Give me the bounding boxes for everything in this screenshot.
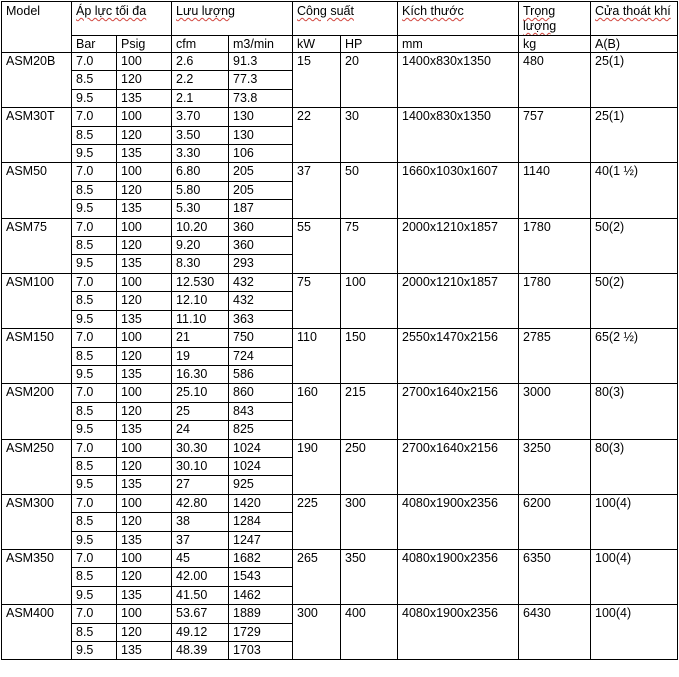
- outlet-value: 80(3): [591, 384, 678, 439]
- cfm-value: 41.50: [172, 586, 229, 604]
- m3min-value: 1703: [229, 642, 293, 660]
- bar-value: 7.0: [72, 329, 117, 347]
- kw-value: 190: [293, 439, 341, 494]
- bar-value: 7.0: [72, 494, 117, 512]
- psig-value: 100: [117, 53, 172, 71]
- m3min-value: 1682: [229, 549, 293, 567]
- header-row: [2, 2, 678, 36]
- m3min-value: 1024: [229, 457, 293, 475]
- bar-value: 9.5: [72, 145, 117, 163]
- header-cua-thoat-label: Cửa thoát khí: [595, 4, 671, 18]
- bar-value: 8.5: [72, 237, 117, 255]
- model-name: ASM350: [2, 549, 72, 604]
- psig-value: 100: [117, 439, 172, 457]
- cfm-value: 48.39: [172, 642, 229, 660]
- psig-value: 135: [117, 586, 172, 604]
- model-name: ASM20B: [2, 53, 72, 108]
- subheader-hp: HP: [341, 36, 398, 53]
- model-name: ASM150: [2, 329, 72, 384]
- bar-value: 8.5: [72, 568, 117, 586]
- kw-value: 22: [293, 108, 341, 163]
- psig-value: 120: [117, 71, 172, 89]
- cfm-value: 19: [172, 347, 229, 365]
- header-luu-luong: [172, 2, 293, 36]
- table-body: [2, 53, 678, 660]
- hp-value: 250: [341, 439, 398, 494]
- psig-value: 135: [117, 476, 172, 494]
- m3min-value: 73.8: [229, 89, 293, 107]
- m3min-value: 724: [229, 347, 293, 365]
- weight-value: 480: [519, 53, 591, 108]
- cfm-value: 25: [172, 402, 229, 420]
- kw-value: 75: [293, 273, 341, 328]
- m3min-value: 187: [229, 200, 293, 218]
- psig-value: 100: [117, 163, 172, 181]
- psig-value: 120: [117, 347, 172, 365]
- psig-value: 120: [117, 513, 172, 531]
- m3min-value: 825: [229, 421, 293, 439]
- m3min-value: 1889: [229, 605, 293, 623]
- m3min-value: 1024: [229, 439, 293, 457]
- m3min-value: 586: [229, 365, 293, 383]
- bar-value: 8.5: [72, 623, 117, 641]
- bar-value: 9.5: [72, 476, 117, 494]
- header-kich-thuoc-label: Kích thước: [402, 4, 464, 18]
- m3min-value: 77.3: [229, 71, 293, 89]
- model-name: ASM200: [2, 384, 72, 439]
- header-model: Model: [2, 2, 72, 53]
- table-row: [2, 329, 678, 347]
- outlet-value: 40(1 ½): [591, 163, 678, 218]
- outlet-value: 25(1): [591, 53, 678, 108]
- dimension-value: 1400x830x1350: [398, 108, 519, 163]
- psig-value: 135: [117, 255, 172, 273]
- cfm-value: 9.20: [172, 237, 229, 255]
- outlet-value: 50(2): [591, 218, 678, 273]
- bar-value: 8.5: [72, 457, 117, 475]
- psig-value: 100: [117, 549, 172, 567]
- m3min-value: 860: [229, 384, 293, 402]
- outlet-value: 65(2 ½): [591, 329, 678, 384]
- header-trong-luong-label: Trọng lượng: [523, 4, 557, 33]
- cfm-value: 2.1: [172, 89, 229, 107]
- bar-value: 9.5: [72, 255, 117, 273]
- cfm-value: 16.30: [172, 365, 229, 383]
- psig-value: 135: [117, 531, 172, 549]
- kw-value: 15: [293, 53, 341, 108]
- cfm-value: 21: [172, 329, 229, 347]
- model-name: ASM50: [2, 163, 72, 218]
- bar-value: 8.5: [72, 292, 117, 310]
- psig-value: 100: [117, 218, 172, 236]
- header-cong-suat: [293, 2, 398, 36]
- bar-value: 9.5: [72, 642, 117, 660]
- cfm-value: 53.67: [172, 605, 229, 623]
- subheader-kg: kg: [519, 36, 591, 53]
- psig-value: 135: [117, 145, 172, 163]
- psig-value: 120: [117, 457, 172, 475]
- m3min-value: 130: [229, 126, 293, 144]
- cfm-value: 5.30: [172, 200, 229, 218]
- psig-value: 100: [117, 273, 172, 291]
- dimension-value: 2700x1640x2156: [398, 384, 519, 439]
- cfm-value: 37: [172, 531, 229, 549]
- cfm-value: 11.10: [172, 310, 229, 328]
- m3min-value: 1462: [229, 586, 293, 604]
- psig-value: 135: [117, 89, 172, 107]
- outlet-value: 100(4): [591, 549, 678, 604]
- cfm-value: 42.00: [172, 568, 229, 586]
- outlet-value: 100(4): [591, 605, 678, 660]
- bar-value: 7.0: [72, 273, 117, 291]
- cfm-value: 25.10: [172, 384, 229, 402]
- m3min-value: 205: [229, 163, 293, 181]
- m3min-value: 293: [229, 255, 293, 273]
- outlet-value: 50(2): [591, 273, 678, 328]
- bar-value: 8.5: [72, 402, 117, 420]
- cfm-value: 2.2: [172, 71, 229, 89]
- outlet-value: 100(4): [591, 494, 678, 549]
- cfm-value: 6.80: [172, 163, 229, 181]
- m3min-value: 750: [229, 329, 293, 347]
- header-cong-suat-label: Công suất: [297, 4, 354, 18]
- m3min-value: 360: [229, 237, 293, 255]
- bar-value: 7.0: [72, 53, 117, 71]
- bar-value: 9.5: [72, 365, 117, 383]
- bar-value: 8.5: [72, 513, 117, 531]
- cfm-value: 38: [172, 513, 229, 531]
- cfm-value: 12.530: [172, 273, 229, 291]
- cfm-value: 5.80: [172, 181, 229, 199]
- kw-value: 265: [293, 549, 341, 604]
- header-luu-luong-label: Lưu lượng: [176, 4, 235, 18]
- header-kich-thuoc: [398, 2, 519, 36]
- psig-value: 120: [117, 402, 172, 420]
- bar-value: 7.0: [72, 163, 117, 181]
- model-name: ASM250: [2, 439, 72, 494]
- outlet-value: 25(1): [591, 108, 678, 163]
- dimension-value: 2700x1640x2156: [398, 439, 519, 494]
- weight-value: 6430: [519, 605, 591, 660]
- dimension-value: 2000x1210x1857: [398, 273, 519, 328]
- bar-value: 8.5: [72, 71, 117, 89]
- spec-table: [1, 1, 678, 660]
- cfm-value: 10.20: [172, 218, 229, 236]
- subheader-m3min: m3/min: [229, 36, 293, 53]
- cfm-value: 8.30: [172, 255, 229, 273]
- cfm-value: 12.10: [172, 292, 229, 310]
- weight-value: 757: [519, 108, 591, 163]
- psig-value: 100: [117, 494, 172, 512]
- header-ap-luc-label: Áp lực tối đa: [76, 4, 147, 18]
- m3min-value: 432: [229, 273, 293, 291]
- bar-value: 9.5: [72, 200, 117, 218]
- dimension-value: 1400x830x1350: [398, 53, 519, 108]
- dimension-value: 2550x1470x2156: [398, 329, 519, 384]
- m3min-value: 205: [229, 181, 293, 199]
- psig-value: 120: [117, 126, 172, 144]
- bar-value: 7.0: [72, 108, 117, 126]
- bar-value: 9.5: [72, 89, 117, 107]
- psig-value: 135: [117, 642, 172, 660]
- weight-value: 1140: [519, 163, 591, 218]
- bar-value: 7.0: [72, 605, 117, 623]
- subheader-ab: A(B): [591, 36, 678, 53]
- table-row: [2, 108, 678, 126]
- hp-value: 75: [341, 218, 398, 273]
- m3min-value: 925: [229, 476, 293, 494]
- bar-value: 9.5: [72, 310, 117, 328]
- bar-value: 9.5: [72, 586, 117, 604]
- weight-value: 6200: [519, 494, 591, 549]
- hp-value: 400: [341, 605, 398, 660]
- psig-value: 135: [117, 200, 172, 218]
- m3min-value: 1420: [229, 494, 293, 512]
- kw-value: 110: [293, 329, 341, 384]
- hp-value: 30: [341, 108, 398, 163]
- m3min-value: 363: [229, 310, 293, 328]
- outlet-value: 80(3): [591, 439, 678, 494]
- table-row: [2, 53, 678, 71]
- model-name: ASM75: [2, 218, 72, 273]
- weight-value: 1780: [519, 218, 591, 273]
- model-name: ASM300: [2, 494, 72, 549]
- table-row: [2, 273, 678, 291]
- hp-value: 50: [341, 163, 398, 218]
- psig-value: 135: [117, 365, 172, 383]
- dimension-value: 1660x1030x1607: [398, 163, 519, 218]
- m3min-value: 360: [229, 218, 293, 236]
- table-row: [2, 384, 678, 402]
- weight-value: 3000: [519, 384, 591, 439]
- m3min-value: 843: [229, 402, 293, 420]
- table-row: [2, 218, 678, 236]
- kw-value: 225: [293, 494, 341, 549]
- table-row: [2, 163, 678, 181]
- m3min-value: 1284: [229, 513, 293, 531]
- hp-value: 215: [341, 384, 398, 439]
- psig-value: 120: [117, 181, 172, 199]
- cfm-value: 30.10: [172, 457, 229, 475]
- dimension-value: 4080x1900x2356: [398, 549, 519, 604]
- cfm-value: 3.50: [172, 126, 229, 144]
- subheader-mm: mm: [398, 36, 519, 53]
- psig-value: 120: [117, 623, 172, 641]
- table-row: [2, 549, 678, 567]
- table-row: [2, 439, 678, 457]
- bar-value: 8.5: [72, 181, 117, 199]
- psig-value: 100: [117, 605, 172, 623]
- cfm-value: 45: [172, 549, 229, 567]
- cfm-value: 30.30: [172, 439, 229, 457]
- model-name: ASM100: [2, 273, 72, 328]
- bar-value: 7.0: [72, 384, 117, 402]
- model-name: ASM400: [2, 605, 72, 660]
- m3min-value: 1247: [229, 531, 293, 549]
- m3min-value: 1729: [229, 623, 293, 641]
- bar-value: 8.5: [72, 347, 117, 365]
- cfm-value: 42.80: [172, 494, 229, 512]
- m3min-value: 1543: [229, 568, 293, 586]
- m3min-value: 432: [229, 292, 293, 310]
- kw-value: 160: [293, 384, 341, 439]
- psig-value: 120: [117, 292, 172, 310]
- bar-value: 7.0: [72, 439, 117, 457]
- hp-value: 150: [341, 329, 398, 384]
- model-name: ASM30T: [2, 108, 72, 163]
- psig-value: 100: [117, 108, 172, 126]
- cfm-value: 3.70: [172, 108, 229, 126]
- m3min-value: 106: [229, 145, 293, 163]
- bar-value: 7.0: [72, 549, 117, 567]
- dimension-value: 2000x1210x1857: [398, 218, 519, 273]
- cfm-value: 27: [172, 476, 229, 494]
- hp-value: 300: [341, 494, 398, 549]
- psig-value: 135: [117, 310, 172, 328]
- psig-value: 100: [117, 329, 172, 347]
- cfm-value: 3.30: [172, 145, 229, 163]
- subheader-psig: Psig: [117, 36, 172, 53]
- dimension-value: 4080x1900x2356: [398, 605, 519, 660]
- psig-value: 135: [117, 421, 172, 439]
- bar-value: 9.5: [72, 531, 117, 549]
- weight-value: 3250: [519, 439, 591, 494]
- header-ap-luc: [72, 2, 172, 36]
- weight-value: 1780: [519, 273, 591, 328]
- bar-value: 9.5: [72, 421, 117, 439]
- psig-value: 120: [117, 568, 172, 586]
- subheader-kw: kW: [293, 36, 341, 53]
- subheader-cfm: cfm: [172, 36, 229, 53]
- table-row: [2, 605, 678, 623]
- hp-value: 100: [341, 273, 398, 328]
- kw-value: 37: [293, 163, 341, 218]
- psig-value: 120: [117, 237, 172, 255]
- header-trong-luong: [519, 2, 591, 36]
- weight-value: 2785: [519, 329, 591, 384]
- subheader-bar: Bar: [72, 36, 117, 53]
- hp-value: 20: [341, 53, 398, 108]
- kw-value: 55: [293, 218, 341, 273]
- hp-value: 350: [341, 549, 398, 604]
- table-row: [2, 494, 678, 512]
- bar-value: 7.0: [72, 218, 117, 236]
- m3min-value: 130: [229, 108, 293, 126]
- cfm-value: 24: [172, 421, 229, 439]
- cfm-value: 2.6: [172, 53, 229, 71]
- subheader-row: [2, 36, 678, 53]
- weight-value: 6350: [519, 549, 591, 604]
- header-cua-thoat: [591, 2, 678, 36]
- psig-value: 100: [117, 384, 172, 402]
- m3min-value: 91.3: [229, 53, 293, 71]
- dimension-value: 4080x1900x2356: [398, 494, 519, 549]
- cfm-value: 49.12: [172, 623, 229, 641]
- kw-value: 300: [293, 605, 341, 660]
- bar-value: 8.5: [72, 126, 117, 144]
